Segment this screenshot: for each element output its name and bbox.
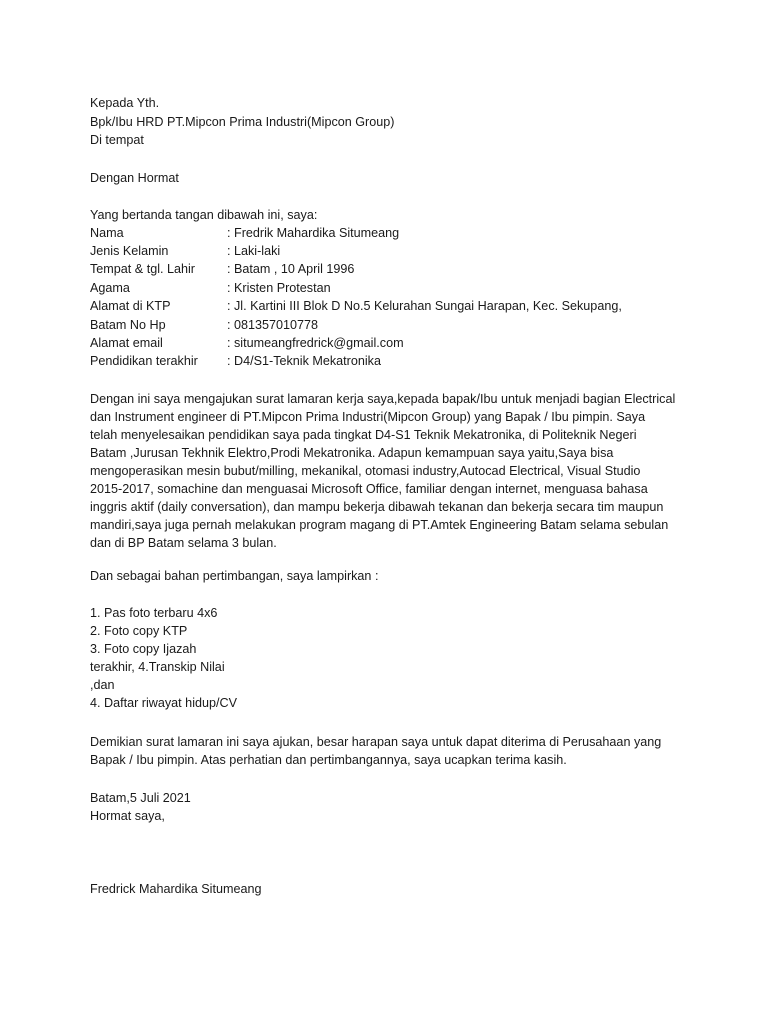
body-paragraph (90, 390, 690, 552)
biodata-value: : situmeangfredrick@gmail.com (227, 336, 404, 350)
biodata-value: : D4/S1-Teknik Mekatronika (227, 354, 381, 368)
recipient-line-2: Bpk/Ibu HRD PT.Mipcon Prima Industri(Mipcon Group) (90, 115, 395, 129)
attachment-item: 4. Daftar riwayat hidup/CV (90, 696, 237, 710)
biodata-value: : Fredrik Mahardika Situmeang (227, 226, 400, 240)
closing-line: Bapak / Ibu pimpin. Atas perhatian dan pertimbangannya, saya ucapkan terima kasih. (90, 753, 567, 767)
biodata-value: : Laki-laki (227, 244, 281, 258)
attachment-item: 2. Foto copy KTP (90, 624, 188, 638)
biodata-label: Pendidikan terakhir (90, 354, 198, 368)
biodata-label: Agama (90, 281, 130, 295)
biodata-label: Alamat di KTP (90, 299, 171, 313)
biodata-value: : Kristen Protestan (227, 281, 331, 295)
place-date: Batam,5 Juli 2021 (90, 791, 191, 805)
body-line: 2015-2017, somachine dan menguasai Microsoft Office, familiar dengan internet, menguasa bahasa (90, 482, 648, 496)
intro-line: Yang bertanda tangan dibawah ini, saya: (90, 208, 318, 222)
biodata-label: Tempat & tgl. Lahir (90, 262, 195, 276)
biodata-label: Alamat email (90, 336, 163, 350)
regards: Hormat saya, (90, 809, 165, 823)
closing-line: Demikian surat lamaran ini saya ajukan, besar harapan saya untuk dapat diterima di Perusahaan yang (90, 735, 662, 749)
body-line: dan Instrument engineer di PT.Mipcon Prima Industri(Mipcon Group) yang Bapak / Ibu pimpin. Saya (90, 410, 646, 424)
biodata-label: Jenis Kelamin (90, 244, 169, 258)
biodata-label: Nama (90, 226, 124, 240)
body-line: inggris aktif (daily conversation), dan mampu bekerja dibawah tekanan dan bekerja secara tim maupun (90, 500, 664, 514)
recipient-line-3: Di tempat (90, 133, 144, 147)
body-line: telah menyelesaikan pendidikan saya pada tingkat D4-S1 Teknik Mekatronika, di Politeknik Negeri (90, 428, 637, 442)
attachments-intro: Dan sebagai bahan pertimbangan, saya lampirkan : (90, 569, 379, 583)
body-line: Batam ,Jurusan Tekhnik Elektro,Prodi Mekatronika. Adapun kemampuan saya yaitu,Saya bisa (90, 446, 614, 460)
biodata-value: : Jl. Kartini III Blok D No.5 Kelurahan Sungai Harapan, Kec. Sekupang, (227, 299, 622, 313)
salutation: Dengan Hormat (90, 171, 179, 185)
signature-name: Fredrick Mahardika Situmeang (90, 882, 262, 896)
biodata-value: : Batam , 10 April 1996 (227, 262, 355, 276)
closing-paragraph (90, 733, 690, 769)
body-line: Dengan ini saya mengajukan surat lamaran kerja saya,kepada bapak/Ibu untuk menjadi bagian Electrical (90, 392, 676, 406)
attachment-item: 3. Foto copy Ijazah (90, 642, 197, 656)
recipient-line-1: Kepada Yth. (90, 96, 160, 110)
biodata-value: : 081357010778 (227, 318, 319, 332)
attachments-list (90, 604, 690, 712)
attachment-item: ,dan (90, 678, 115, 692)
body-line: dan di BP Batam selama 3 bulan. (90, 536, 277, 550)
body-line: mandiri,saya juga pernah melakukan program magang di PT.Amtek Engineering Batam selama sebulan (90, 518, 669, 532)
body-line: mengoperasikan mesin bubut/milling, mekanikal, otomasi industry,Autocad Electrical, Visual Studio (90, 464, 641, 478)
attachment-item: terakhir, 4.Transkip Nilai (90, 660, 225, 674)
biodata-label: Batam No Hp (90, 318, 166, 332)
attachment-item: 1. Pas foto terbaru 4x6 (90, 606, 218, 620)
